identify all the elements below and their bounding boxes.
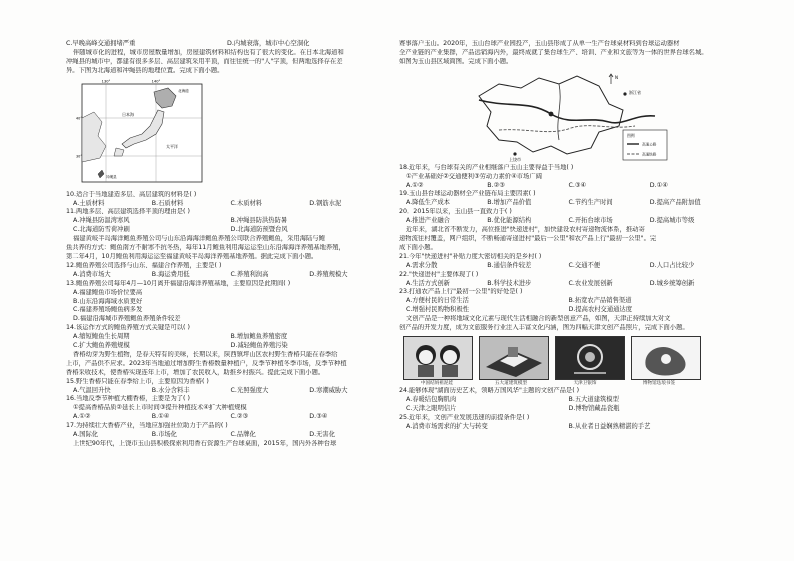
option: B.市场化: [151, 431, 177, 439]
option: A.缩短鲍鱼生长周期: [73, 333, 130, 341]
option: C.光照强度大: [230, 386, 269, 394]
option: D.①④: [649, 181, 668, 189]
left-column: [66, 40, 388, 449]
option: D.寒潮威胁大: [309, 386, 348, 394]
passage-line: 香椿幼芽为野生植物，是春天特有的美味，长期以来，陕西镇坪山区农村野生香椿只能在春季给: [73, 350, 338, 358]
q11-options: [66, 217, 388, 226]
passage-line: 成下面小题。: [399, 243, 437, 251]
lat-label: 30°: [76, 154, 83, 159]
lat-label: 40°: [76, 116, 83, 121]
photo-clay-dolls: [403, 336, 473, 380]
city-label: 浙江省: [629, 89, 641, 95]
q22-options: [399, 280, 731, 289]
passage-line: 递物流往村覆盖，网户组织，不断畅通寄递进村"最后一公里"和农产品上行"最初一公里"。完: [399, 234, 657, 242]
product-photos: [403, 336, 731, 380]
q12-options: [66, 271, 388, 280]
option: A.气温回升快: [73, 386, 111, 394]
option: B.海运费用低: [151, 270, 190, 278]
option: D.内城衰落，城市中心空洞化: [227, 40, 310, 47]
q23-options: [399, 306, 731, 315]
option: D.提高农村交通通达度: [568, 306, 633, 314]
option: D.养殖规模大: [309, 270, 348, 278]
q17-options: [66, 431, 388, 440]
option: A.推进产业融合: [406, 217, 450, 225]
option: C.天津之眼明信片: [406, 404, 457, 412]
q19-options: [399, 199, 731, 208]
passage-line: 上市，产品供不应求。2023年当地通过增加野生香椿数量种植户，反季节种植冬季市场，反季节种植: [66, 359, 347, 367]
hokkaido-label: 北海道: [178, 88, 189, 93]
option: C.养殖利润高: [230, 270, 269, 278]
passage-line: 福建黄岐半岛海洋鲍鱼养殖公司与山东沿海海洋鲍鱼养殖公司联合养殖鲍鱼，采用海陆与鲍: [73, 235, 325, 243]
option: C.品牌化: [230, 431, 256, 439]
passage-line: 鱼共养的方式：鲍鱼南方不耐寒不抗冬热，每年11月鲍鱼利用海运运至山东沿海海洋养殖基地养殖，: [66, 244, 345, 252]
passage-line: 上世纪90年代，上饶市玉山县积极探索利用香石资源生产台球桌面，2015年，国内外各种台球: [73, 440, 337, 447]
option: A.方便村民的日常生活: [406, 297, 469, 305]
option: C.扩大鲍鱼养殖规模: [73, 342, 130, 350]
option: B.科学技术进步: [487, 279, 532, 287]
option: A.冲绳县防温湾寒风: [73, 217, 130, 225]
photo-caption: 博物馆珐琅书签: [642, 380, 676, 386]
q21-options: [399, 262, 731, 271]
question-16-items: ①提高香椿品质②延长上市时间③提升种植技术④扩大种植规模: [73, 404, 247, 412]
option: B.通信条件较差: [487, 261, 532, 269]
option: A.降低生产成本: [406, 199, 450, 207]
option: C.早晚高峰交通拥堵严重: [66, 40, 136, 47]
passage-line: 冲绳县的城市中，都建有很多多层、高层建筑采用平顶，而往往统一的"人"字顶，但两地选择存在差: [66, 57, 343, 65]
question-25: 25.近年来，文创产业发展迅速的前提条件是( ): [399, 413, 530, 421]
photo-caption: 中国结妈祖泥娃: [420, 380, 454, 386]
city-label: 上饶市: [509, 156, 521, 162]
option: B.五大道建筑模型: [568, 395, 619, 403]
yushan-map: [459, 70, 669, 162]
option: C.木质材料: [230, 199, 263, 207]
option: A.消费市场需求的扩大与转变: [406, 422, 488, 430]
q10-options: [66, 200, 388, 209]
option: D.减轻鲍鱼养殖污染: [230, 342, 288, 350]
option: D.无害化: [309, 431, 335, 439]
option: D.钢筋水泥: [309, 199, 342, 207]
legend-item: 高速公路: [642, 142, 657, 147]
question-10: 10.适合于当地建造多层、高层建筑的材料是( ): [66, 190, 197, 198]
north-arrow-label: N: [615, 74, 618, 80]
sea-label: 日本海: [122, 111, 134, 117]
option: A.①②: [406, 181, 424, 189]
q15-options: [66, 387, 388, 396]
passage-line: 香椿采收技术，使香椿实现连年上市，增加了农民收入，助推乡村振兴。提此完成下面小题。: [66, 368, 325, 376]
photo-enamel-bookmark: [631, 336, 701, 380]
q11-options: [66, 226, 388, 235]
option: A.需求分散: [406, 261, 438, 269]
option: B.优化能源结构: [487, 217, 532, 225]
question-19: 19.玉山县台球运动器材全产业链布局主要因素( ): [399, 190, 536, 198]
option: A.①②: [73, 413, 91, 421]
option: C.③④: [568, 181, 587, 189]
q24-options: [399, 405, 731, 414]
q18-options: [399, 182, 731, 191]
option: C.节约生产时间: [568, 199, 613, 207]
q24-options: [399, 396, 731, 405]
question-21: 21.今年"快递进村"补贴力度大密切相关的是乡村( ): [399, 252, 542, 260]
passage-line: 文创产品是一种将地域文化元素与现代生活相融合的新型创意产品，如图，天津正持续加大对文: [406, 315, 671, 323]
question-13: 13.鲍鱼养殖公司每年4月—10月离开福建沿海洋养殖基地，主要原因是此期间( ): [66, 279, 291, 287]
option: B.从业者日益娴熟精湛的手艺: [568, 422, 651, 430]
option: B.山东沿海海域水质更好: [73, 297, 143, 305]
option: B.①④: [151, 413, 170, 421]
option: C.开拓台球市场: [568, 217, 613, 225]
photo-building-model: [479, 336, 549, 380]
option: D.北海道防预暨台风: [230, 226, 288, 234]
option: B.石质材料: [151, 199, 184, 207]
option: A.消费市场大: [73, 270, 111, 278]
lon-label: 140°: [151, 79, 161, 84]
question-11: 11.两地多层、高层建筑选择平顶的理由是( ): [66, 208, 190, 216]
passage-line: 赛事落户玉山。2020年，玉山台球产业园投产，玉山县形成了从单一生产台球桌材料到台球运动器材: [399, 40, 680, 47]
option: D.③④: [309, 413, 328, 421]
photo-caption: 天津卫银饰: [573, 380, 597, 386]
option: C.福建养殖场鲍鱼病多发: [73, 306, 143, 314]
q25-options: [399, 423, 731, 432]
right-column: [399, 40, 731, 431]
option: C.增强村民购物积极性: [406, 306, 470, 314]
passage-line: 第二年4月，10月鲍鱼利用海运运至福建黄岐半岛海洋养殖基地养殖。据此完成下面小题。: [66, 252, 318, 260]
q23-options: [399, 297, 731, 306]
option: A.福建鲍鱼市场价位要高: [73, 288, 143, 296]
question-24: 24.能够体现"湖面历史艺术，领略万国风华"主题的文创产品是( ): [399, 386, 580, 394]
option: B.增加鲍鱼养殖密度: [230, 333, 288, 341]
q14-options: [66, 342, 388, 351]
passage-line: 近年来，湖北省不断发力，高位推进"快递进村"，加快建设农村寄递物流体系，推动寄: [406, 226, 645, 234]
question-16: 16.当地反季节种植大棚香椿，主要是为了( ): [66, 395, 190, 403]
option: C.农业发展创新: [568, 279, 613, 287]
passage-line: 异。下图为北海道和冲绳县的地理位置。完成下面小题。: [66, 66, 224, 74]
option: A.生活方式创新: [406, 279, 450, 287]
question-22: 22."快递进村"主要体现了( ): [399, 270, 479, 278]
option: B.拓宽农产品销售渠道: [568, 297, 632, 305]
option: D.博物馆藏品瓷瓶: [568, 404, 620, 412]
passage-line: 全产业链的产业集群，产品远销海内外，最终成就了集台球生产、培训、产业和文旅等为一体的世界台球名城。: [399, 48, 708, 56]
option: C.②③: [230, 413, 249, 421]
q20-options: [399, 217, 731, 226]
question-18: 18.近年来，与台球有关的产业相继落户玉山主要得益于当地( ): [399, 163, 574, 171]
option: A.土质材料: [73, 199, 105, 207]
option: D.人口占比较少: [649, 261, 695, 269]
option: A.春暖结包胸肌肉: [406, 395, 457, 403]
option: B.②③: [487, 181, 505, 189]
legend-title: 图例: [627, 132, 635, 138]
lon-label: 130°: [101, 79, 111, 84]
option: C.北海道防雪荷冲刷: [73, 226, 130, 234]
option: B.冲绳县防洪热防暑: [230, 217, 288, 225]
photo-caption: 五大道建筑模型: [494, 380, 528, 386]
option: C.交通不便: [568, 261, 601, 269]
japan-map: [76, 78, 208, 188]
passage-line: 如图为玉山县区域简图。完成下面小题。: [399, 57, 513, 65]
ocean-label: 太平洋: [166, 143, 178, 149]
q14-options: [66, 333, 388, 342]
question-18-items: ①产业基础好②交通便利③劳动力素价④市场广阔: [406, 172, 542, 180]
question-17: 17.为持续壮大香椿产业，当地应加强社位助力于产品的( ): [66, 422, 228, 430]
question-12: 12.鲍鱼养殖公司选择与山东、福建合作养殖，主要是( ): [66, 261, 222, 269]
option: D.提高产品附加值: [649, 199, 701, 207]
q9-options-cd: [66, 40, 388, 49]
q16-options: [66, 413, 388, 422]
question-15: 15.野生香椿只能在春季给上市，主要原因为香椿( ): [66, 377, 209, 385]
question-23: 23.打通农产品上行"最初一公里"的好处是( ): [399, 288, 523, 296]
photo-silver-ornament: [555, 336, 625, 380]
question-20: 20．2015年以来，玉山县一直致力于( ): [399, 208, 512, 216]
question-14: 14.该运作方式的鲍鱼养殖方式关键是可以( ): [66, 324, 190, 332]
option: B.水分含料丰: [151, 386, 190, 394]
passage-line: 伴随城市化的进程，城市房屋数量增加，房屋建筑材料和结构也有了很大的变化。在日本北海道和: [73, 48, 344, 56]
option: A.国际化: [73, 431, 99, 439]
legend-item: 高速铁路: [642, 152, 657, 157]
option: D.福建沿海城市养殖鲍鱼养殖条件较差: [73, 315, 181, 323]
okinawa-label: 冲绳县: [106, 174, 117, 179]
option: B.增加产品价值: [487, 199, 532, 207]
option: D.提高城市等级: [649, 217, 695, 225]
option: D.城乡统筹创新: [649, 279, 695, 287]
passage-line: 创产品的开发力度，成为文旅服务行业注入丰富文化内涵，图为四幅天津文创产品照片，完成下面小题。: [399, 324, 689, 332]
